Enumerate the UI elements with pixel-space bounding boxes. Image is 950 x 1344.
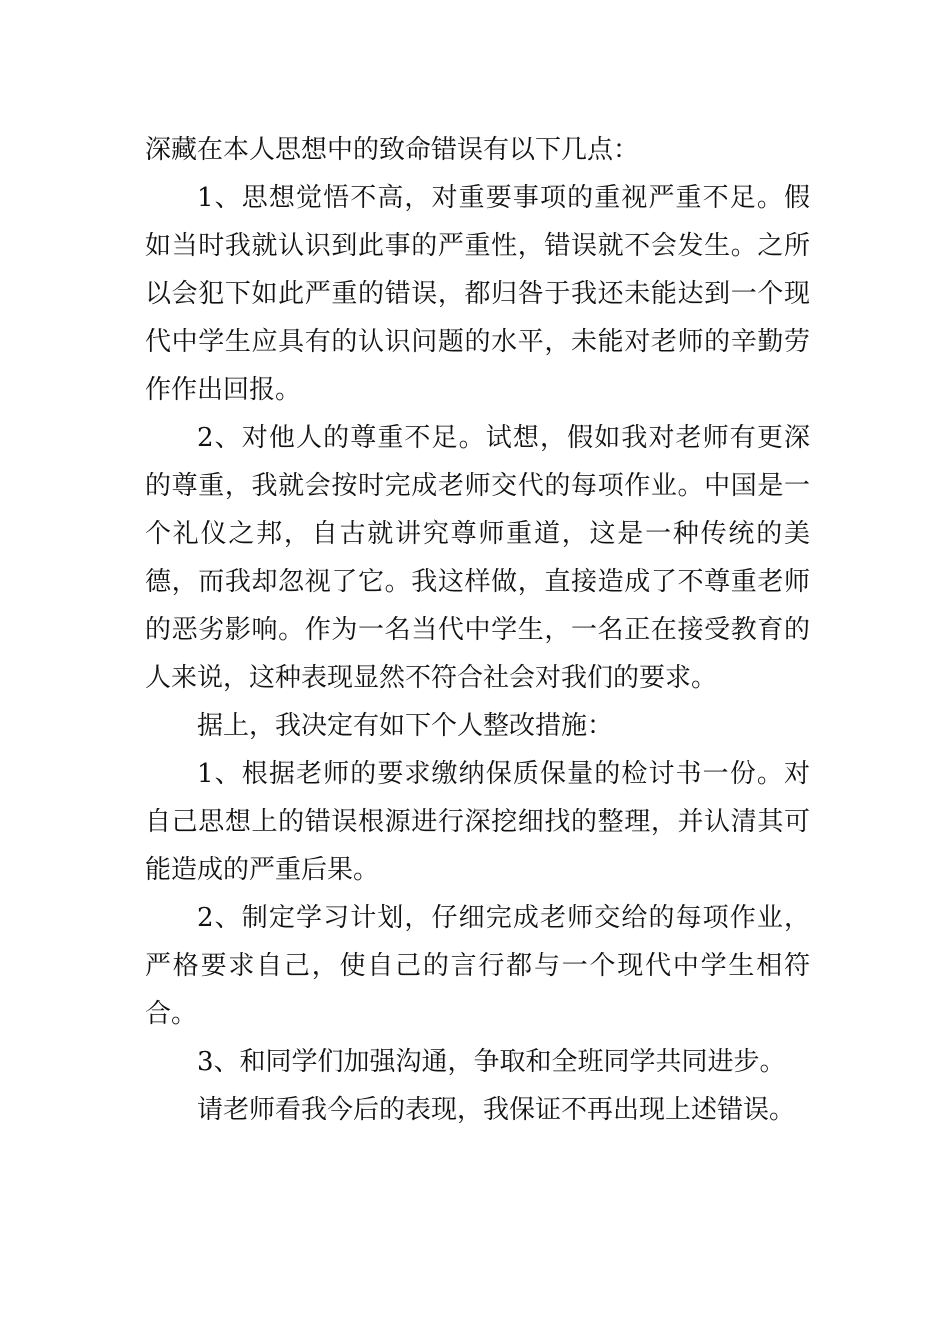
paragraph-error-2: 2、对他人的尊重不足。试想，假如我对老师有更深的尊重，我就会按时完成老师交代的每项作业。中国是一个礼仪之邦，自古就讲究尊师重道，这是一种传统的美德，而我却忽视了它。我这样做，直接造成了不尊重老师的恶劣影响。作为一名当代中学生，一名正在接受教育的人来说，这种表现显然不符合社会对我们的要求。 <box>145 423 810 693</box>
paragraph-errors-intro: 深藏在本人思想中的致命错误有以下几点： <box>145 135 640 165</box>
paragraph-closing: 请老师看我今后的表现，我保证不再出现上述错误。 <box>197 1095 796 1125</box>
paragraph-measures-intro: 据上，我决定有如下个人整改措施： <box>197 711 614 741</box>
document-body <box>145 126 810 1134</box>
paragraph-measure-2: 2、制定学习计划，仔细完成老师交给的每项作业，严格要求自己，使自己的言行都与一个现代中学生相符合。 <box>145 903 810 1029</box>
paragraph-error-1: 1、思想觉悟不高，对重要事项的重视严重不足。假如当时我就认识到此事的严重性，错误就不会发生。之所以会犯下如此严重的错误，都归咎于我还未能达到一个现代中学生应具有的认识问题的水平，未能对老师的辛勤劳作作出回报。 <box>145 183 810 405</box>
paragraph-measure-1: 1、根据老师的要求缴纳保质保量的检讨书一份。对自己思想上的错误根源进行深挖细找的整理，并认清其可能造成的严重后果。 <box>145 759 810 885</box>
paragraph-measure-3: 3、和同学们加强沟通，争取和全班同学共同进步。 <box>197 1047 786 1077</box>
